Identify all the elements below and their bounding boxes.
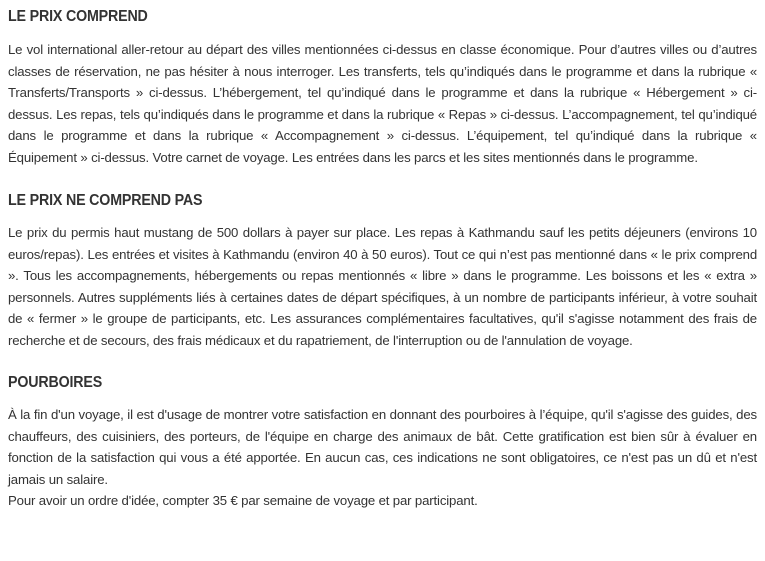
section-prix-ne-comprend-pas [8, 190, 757, 351]
section-title-pourboires: POURBOIRES [8, 374, 103, 391]
section-paragraph: À la fin d'un voyage, il est d'usage de montrer votre satisfaction en donnant des pourboires à l’équipe, qu'il s'agisse des guides, des chauffeurs, des cuisiniers, des porteurs, de l'équipe en charge des animaux de bât. Cette gratification est bien sûr à évaluer en fonction de la satisfaction qui vous a été apportée. En aucun cas, ces indications ne sont obligatoires, ce n'est pas un dû et n'est jamais un salaire. [8, 407, 757, 487]
section-title-prix-ne-comprend-pas: LE PRIX NE COMPREND PAS [8, 192, 203, 209]
section-paragraph-tip-amount: Pour avoir un ordre d'idée, compter 35 € par semaine de voyage et par participant. [8, 493, 478, 508]
section-pourboires [8, 372, 757, 512]
section-paragraph: Le prix du permis haut mustang de 500 dollars à payer sur place. Les repas à Kathmandu sauf les petits déjeuners (environs 10 euros/repas). Les entrées et visites à Kathmandu (environ 40 à 50 euros). Tout ce qui n’est pas mentionné dans « le prix comprend ». Tous les accompagnements, hébergements ou repas mentionnés « libre » dans le programme. Les boissons et les « extra » personnels. Autres suppléments liés à certaines dates de départ spécifiques, à un nombre de participants inférieur, à votre souhait de « fermer » le groupe de participants, etc. Les assurances complémentaires facultatives, qu'il s'agisse notamment des frais de recherche et de secours, des frais médicaux et du rapatriement, de l'interruption ou de l'annulation de voyage. [8, 225, 757, 348]
section-title-prix-comprend: LE PRIX COMPREND [8, 8, 148, 25]
section-paragraph: Le vol international aller-retour au départ des villes mentionnées ci-dessus en classe économique. Pour d’autres villes ou d’autres classes de réservation, ne pas hésiter à nous interroger. Les transferts, tels qu’indiqués dans le programme et dans la rubrique « Transferts/Transports » ci-dessus. L’hébergement, tel qu’indiqué dans le programme et dans la rubrique « Hébergement » ci-dessus. Les repas, tels qu’indiqués dans le programme et dans la rubrique « Repas » ci-dessus. L’accompagnement, tel qu’indiqué dans le programme et dans la rubrique « Accompagnement » ci-dessus. L’équipement, tel qu’indiqué dans la rubrique « Équipement » ci-dessus. Votre carnet de voyage. Les entrées dans les parcs et les sites mentionnés dans le programme. [8, 42, 757, 165]
section-prix-comprend [8, 6, 757, 168]
